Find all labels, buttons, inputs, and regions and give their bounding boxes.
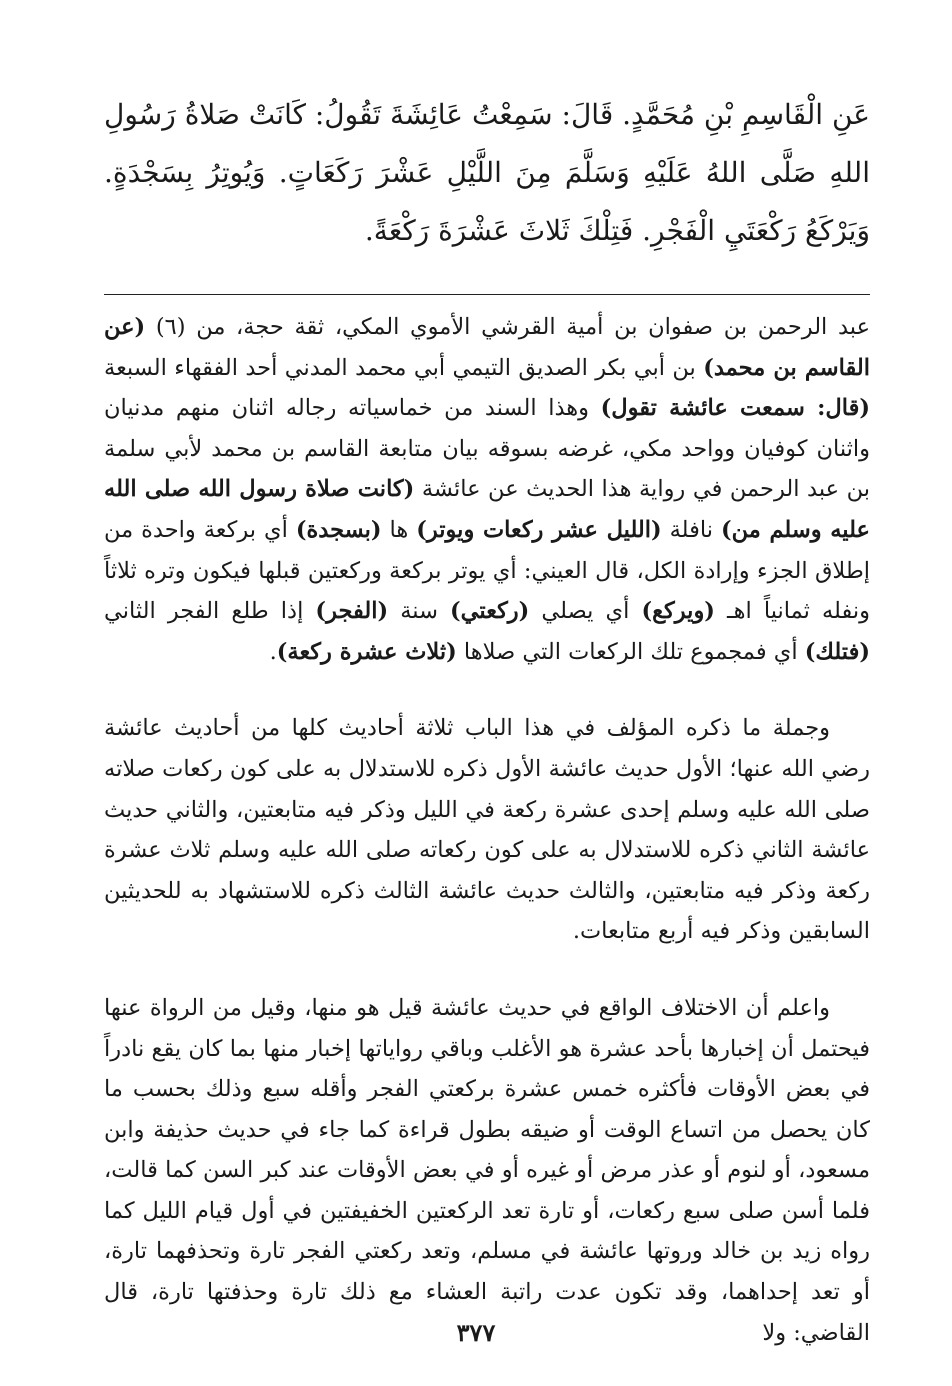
commentary-segment: بن أبي بكر الصديق التيمي أبي محمد المدني أحد الفقهاء السبعة [104, 354, 704, 381]
commentary-segment: . [269, 638, 277, 665]
quoted-hadith-phrase: (الليل عشر ركعات ويوتر) [416, 516, 662, 543]
commentary-paragraph-2: وجملة ما ذكره المؤلف في هذا الباب ثلاثة أحاديث كلها من أحاديث عائشة رضي الله عنها؛ الأول حديث عائشة الأول ذكره للاستدلال به على كون ركعات صلاته صلى الله عليه وسلم إحدى عشرة ركعة في الليل وذكر فيه متابعتين، والثاني حديث عائشة الثاني ذكره للاستدلال به على كون ركعاته صلى الله عليه وسلم ثلاث عشرة ركعة وذكر فيه متابعتين، والثالث حديث عائشة الثالث ذكره للاستشهاد به للحديثين السابقين وذكر فيه أربع متابعات. [104, 715, 870, 945]
quoted-hadith-phrase: (ويركع) [641, 598, 715, 625]
quoted-hadith-phrase: (ثلاث عشرة ركعة) [276, 638, 457, 665]
hadith-text: عَنِ الْقَاسِمِ بْنِ مُحَمَّدٍ. قَالَ: سَمِعْتُ عَائِشَةَ تَقُولُ: كَانَتْ صَلاةُ رَسُولِ اللهِ صَلَّى اللهُ عَلَيْهِ وَسَلَّمَ مِنَ اللَّيْلِ عَشْرَ رَكَعَاتٍ. وَيُوتِرُ بِسَجْدَةٍ. وَيَرْكَعُ رَكْعَتَيِ الْفَجْرِ. فَتِلْكَ ثَلاثَ عَشْرَةَ رَكْعَةً. [104, 98, 870, 247]
quoted-hadith-phrase: (كانت صلاة رسول الله صلى الله عليه وسلم من) [104, 476, 870, 543]
hadith-text-block [104, 86, 870, 260]
commentary-paragraph-3: واعلم أن الاختلاف الواقع في حديث عائشة قيل هو منها، وقيل من الرواة عنها فيحتمل أن إخبارها بأحد عشرة هو الأغلب وباقي رواياتها إخبار منها بما كان يقع نادراً في بعض الأوقات فأكثره خمس عشرة بركعتي الفجر وأقله سبع وذلك بحسب ما كان يحصل من اتساع الوقت أو ضيقه بطول قراءة كما جاء في حديث حذيفة وابن مسعود، أو لنوم أو عذر مرض أو غيره أو في بعض الأوقات عند كبر السن كما قالت، فلما أسن صلى سبع ركعات، أو تارة تعد الركعتين الخفيفتين في أول قيام الليل كما رواه زيد بن خالد وروتها عائشة في مسلم، وتعد ركعتي الفجر تارة وتحذفهما تارة، أو تعد إحداهما، وقد تكون عدت راتبة العشاء مع ذلك تارة وحذفتها تارة، قال القاضي: ولا [104, 994, 870, 1346]
quoted-hadith-phrase: (ركعتي) [450, 598, 530, 625]
quoted-hadith-phrase: (قال: سمعت عائشة تقول) [600, 395, 870, 422]
commentary-segment: ها [381, 516, 417, 543]
commentary-segment: أي يصلي [529, 598, 642, 625]
commentary-block [104, 307, 870, 1353]
page-number: ٣٧٧ [456, 1318, 496, 1347]
quoted-hadith-phrase: (عن القاسم بن محمد) [104, 314, 870, 381]
commentary-segment: وهذا السند من خماسياته رجاله اثنان منهم مدنيان واثنان كوفيان وواحد مكي، غرضه بسوقه بيان متابعة القاسم بن محمد لأبي سلمة بن عبد الرحمن في رواية هذا الحديث عن عائشة [104, 395, 870, 503]
commentary-segment: أي فمجموع تلك الركعات التي صلاها [456, 638, 805, 665]
commentary-segment: إذا طلع الفجر الثاني [104, 598, 316, 625]
commentary-segment: سنة [388, 598, 451, 625]
quoted-hadith-phrase: (بسجدة) [295, 516, 382, 543]
commentary-paragraph-1 [104, 307, 870, 672]
separator-line [104, 294, 870, 295]
quoted-hadith-phrase: (فتلك) [804, 638, 870, 665]
commentary-segment: نافلة [661, 516, 721, 543]
quoted-hadith-phrase: (الفجر) [315, 598, 389, 625]
commentary-segment: عبد الرحمن بن صفوان بن أمية القرشي الأموي المكي، ثقة حجة، من (٦) [145, 314, 871, 340]
commentary-segment: أي بركعة واحدة من إطلاق الجزء وإرادة الكل، قال العيني: أي يوتر بركعة وركعتين قبلها فيكون وتره ثلاثاً ونفله ثمانياً اهـ [104, 516, 871, 625]
